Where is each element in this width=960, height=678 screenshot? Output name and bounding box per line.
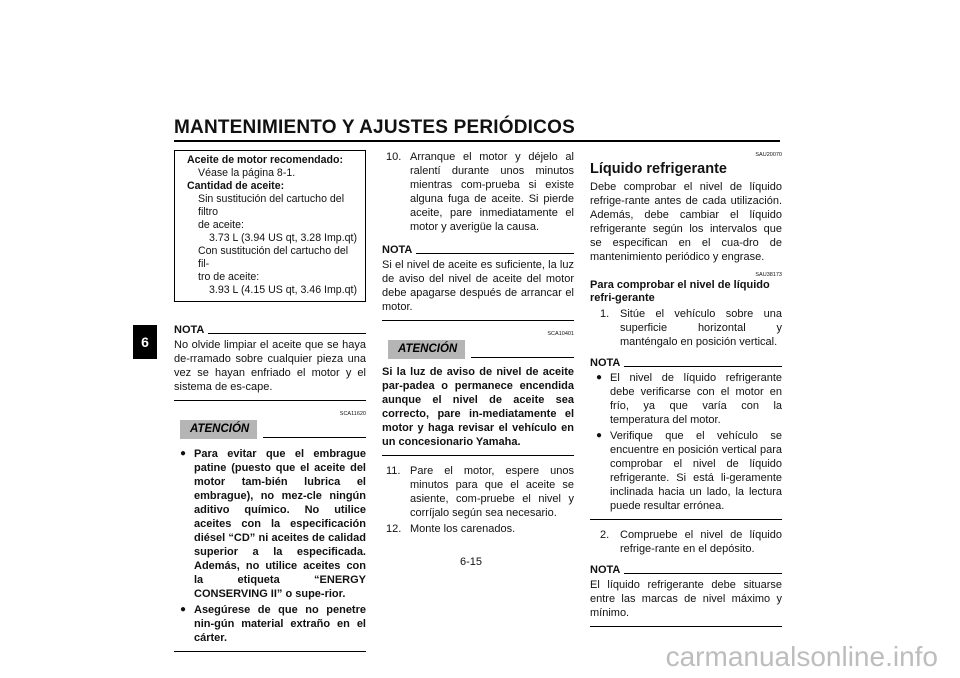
step-text: Compruebe el nivel de líquido refrige-rante en el depósito.: [620, 529, 782, 555]
atencion-header: [382, 340, 574, 359]
column-right: [590, 150, 782, 627]
nota-text: El líquido refrigerante debe situarse entre las marcas de nivel máximo y mínimo.: [590, 579, 782, 619]
nota-text: Si el nivel de aceite es suficiente, la luz de aviso del nivel de aceite del motor debe apagarse después de arrancar el motor.: [382, 259, 574, 313]
step-number: 12.: [386, 523, 402, 535]
spec-qty-with-a: Con sustitución del cartucho del fil-: [198, 245, 349, 270]
spec-oil-label: Aceite de motor recomendado:: [187, 154, 343, 166]
nota-rule: [624, 573, 782, 574]
nota-label: NOTA: [590, 357, 621, 369]
nota-end-rule: [174, 400, 366, 401]
spec-qty-label: Cantidad de aceite:: [187, 180, 285, 192]
nota-header: [382, 244, 574, 256]
list-item: [590, 371, 782, 427]
nota-label: NOTA: [174, 324, 205, 336]
step-11: [382, 464, 574, 520]
step-text: Arranque el motor y déjelo al ralentí durante unos minutos mientras com-prueba si existe alguna fuga de aceite. Si pierde aceite, pare inmediatamente el motor y averigüe la causa.: [410, 151, 574, 233]
nota-text: No olvide limpiar el aceite que se haya de-rramado sobre cualquier pieza una vez se hayan enfriado el motor y el sistema de es-cape.: [174, 339, 366, 393]
atencion-end-rule: [174, 651, 366, 652]
list-item: [590, 429, 782, 513]
section-heading: Líquido refrigerante: [590, 161, 727, 177]
warning-code: SCA11620: [339, 411, 366, 417]
subsection-heading: Para comprobar el nivel de líquido refri-gerante: [590, 279, 770, 304]
nota-rule: [416, 253, 574, 254]
nota-rule: [208, 333, 366, 334]
nota-label: NOTA: [590, 564, 621, 576]
step-number: 11.: [386, 465, 401, 477]
atencion-badge: ATENCIÓN: [180, 420, 257, 439]
step-text: Pare el motor, espere unos minutos para que el aceite se asiente, com-pruebe el nivel y corríjalo según sea necesario.: [410, 465, 574, 519]
spec-oil-value: Véase la página 8-1.: [198, 167, 296, 179]
atencion-rule: [471, 357, 574, 358]
atencion-badge: ATENCIÓN: [388, 340, 465, 359]
spec-qty-without-b: de aceite:: [198, 219, 244, 231]
page-title: MANTENIMIENTO Y AJUSTES PERIÓDICOS: [174, 117, 575, 138]
column-middle: [382, 150, 574, 536]
step-10: [382, 150, 574, 234]
nota-header: [174, 324, 366, 336]
atencion-end-rule: [382, 455, 574, 456]
bullet-text: Verifique que el vehículo se encuentre en posición vertical para comprobar el nivel de líquido refrigerante. Si está li-geramente inclinada hacia un lado, la lectura puede resultar errónea.: [610, 430, 782, 512]
nota-header: [590, 564, 782, 576]
spec-qty-with-b: tro de aceite:: [198, 271, 260, 283]
bullet-icon: ●: [596, 372, 603, 383]
list-item: [174, 603, 366, 645]
step-1: [590, 307, 782, 349]
bullet-icon: ●: [596, 430, 603, 441]
nota-end-rule: [590, 626, 782, 627]
chapter-tab: 6: [133, 325, 157, 359]
nota-label: NOTA: [382, 244, 413, 256]
nota-rule: [624, 366, 782, 367]
spec-qty-without-a: Sin sustitución del cartucho del filtro: [198, 193, 345, 218]
section-intro: Debe comprobar el nivel de líquido refrige-rante antes de cada utilización. Además, debe cambiar el líquido refrigerante según los intervalos que se especifican en el cua-dro de mantenimiento periódico y engrase.: [590, 181, 782, 263]
page-number: 6-15: [460, 556, 483, 568]
step-text: Sitúe el vehículo sobre una superficie horizontal y manténgalo en posición vertical.: [620, 308, 782, 348]
step-text: Monte los carenados.: [410, 523, 516, 535]
bullet-text: Para evitar que el embrague patine (puesto que el aceite del motor tam-bién lubrica el embrague), no mez-cle ningún aditivo químico. No utilice aceites con la especificación diésel “CD” ni aceites de calidad superior a la especificada. Además, no utilice aceites con la etiqueta “ENERGY CONSERVING II” o supe-rior.: [194, 448, 366, 600]
spec-qty-with-value: 3.93 L (4.15 US qt, 3.46 Imp.qt): [209, 284, 358, 296]
atencion-header: [174, 420, 366, 439]
list-item: [174, 447, 366, 601]
step-number: 2.: [600, 529, 610, 541]
spec-qty-without-value: 3.73 L (3.94 US qt, 3.28 Imp.qt): [209, 232, 358, 244]
nota-end-rule: [590, 519, 782, 520]
step-2: [590, 528, 782, 556]
step-number: 10.: [386, 151, 402, 163]
column-left: [174, 150, 366, 652]
watermark: carmanualsonline.info: [665, 641, 938, 672]
step-number: 1.: [600, 308, 610, 320]
bullet-icon: ●: [180, 448, 187, 459]
step-12: [382, 522, 574, 536]
bullet-text: Asegúrese de que no penetre nin-gún material extraño en el cárter.: [194, 604, 366, 644]
nota-end-rule: [382, 320, 574, 321]
nota-header: [590, 357, 782, 369]
bullet-icon: ●: [180, 604, 187, 615]
subsection-code: SAU38173: [755, 272, 782, 278]
oil-spec-box: [174, 150, 366, 302]
bullet-text: El nivel de líquido refrigerante debe verificarse con el motor en frío, ya que varía con la temperatura del motor.: [610, 372, 782, 426]
section-code: SAU20070: [755, 152, 782, 158]
title-rule: [174, 140, 780, 142]
atencion-text: Si la luz de aviso de nivel de aceite par-padea o permanece encendida aunque el nivel de aceite sea correcto, pare in-mediatamente el motor y haga revisar el vehículo en un concesionario Yamaha.: [382, 366, 574, 448]
atencion-rule: [263, 437, 366, 438]
warning-code: SCA10401: [547, 331, 574, 337]
